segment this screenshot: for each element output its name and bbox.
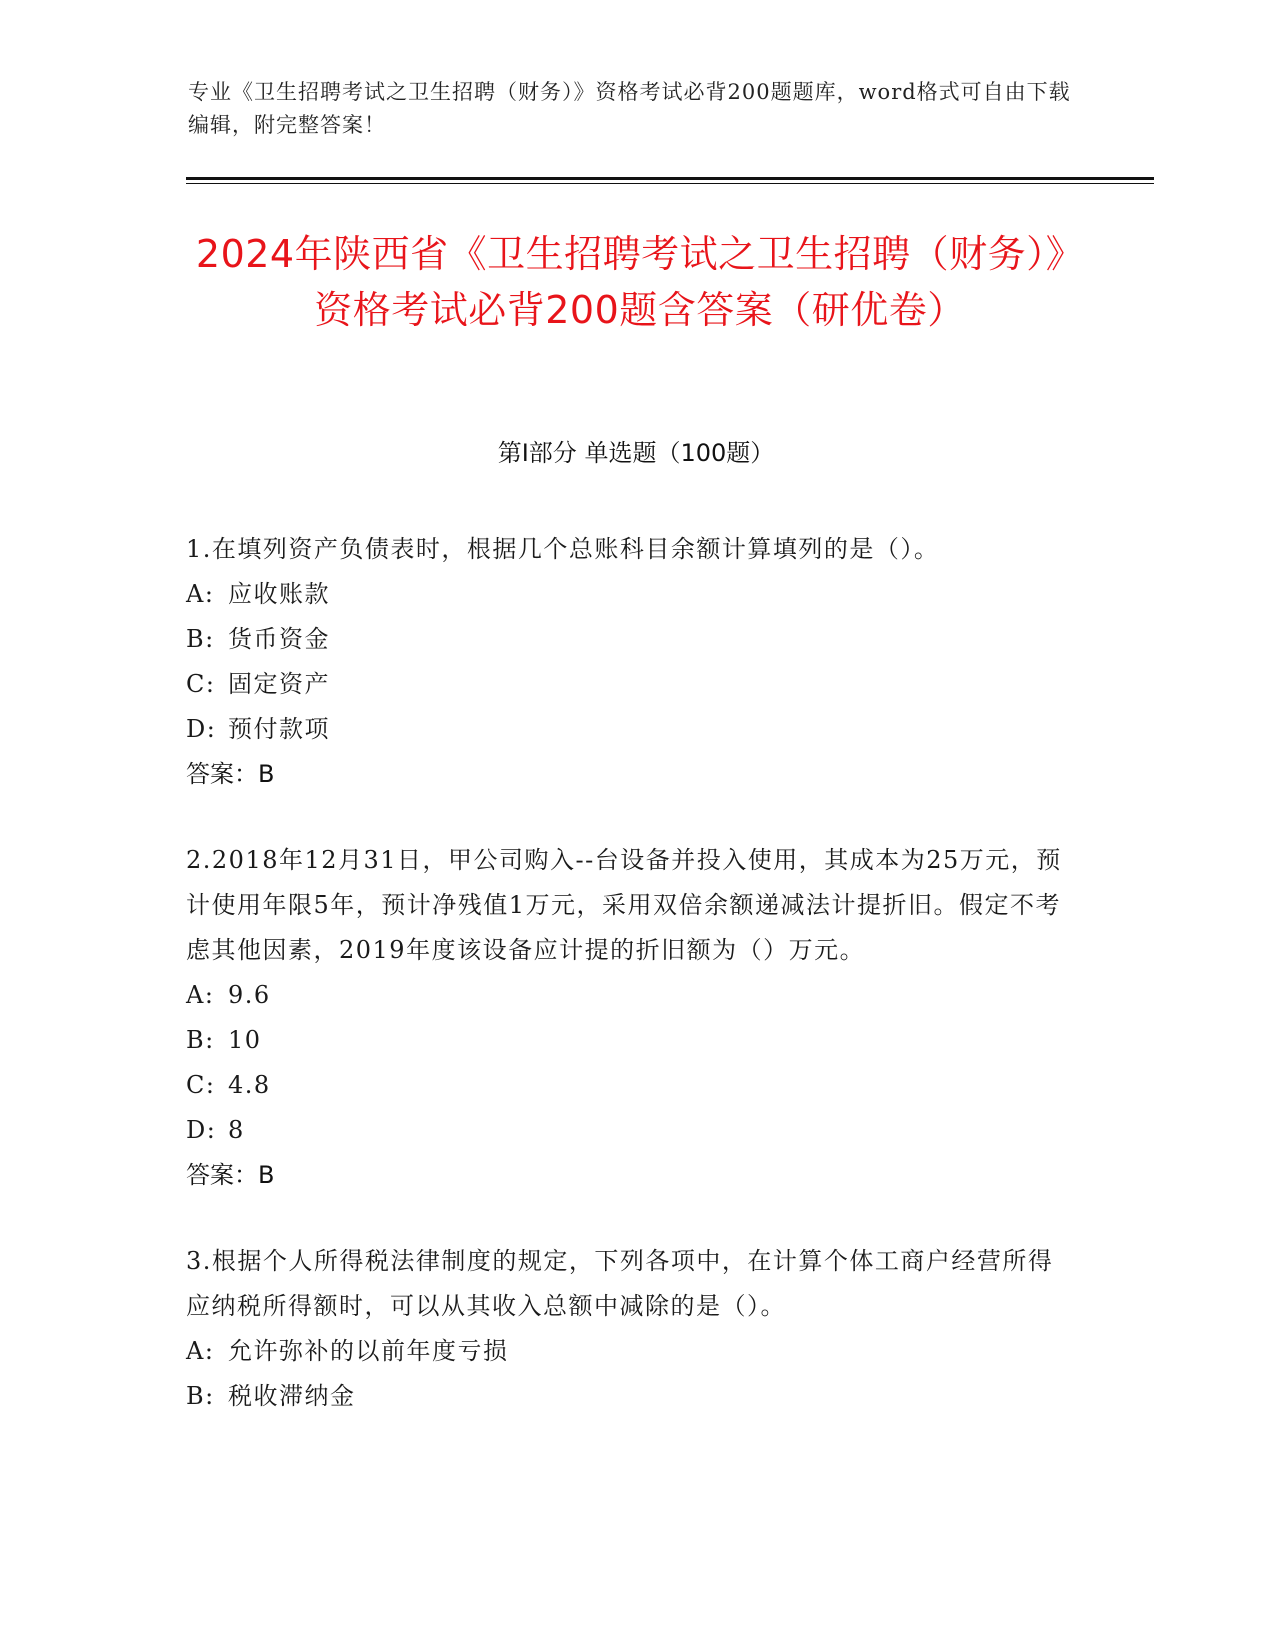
option-text: 8 <box>228 1116 245 1144</box>
question-text: 2.2018年12月31日，甲公司购入--台设备并投入使用，其成本为25万元，预计使用年限5年，预计净残值1万元，采用双倍余额递减法计提折旧。假定不考虑其他因素，2019年度该设备应计提的折旧额为（）万元。 <box>186 846 1062 964</box>
option-c <box>186 1063 1066 1108</box>
question-list <box>186 527 1066 1460</box>
option-b <box>186 1018 1066 1063</box>
option-a <box>186 973 1066 1018</box>
option-letter: A: <box>186 580 215 608</box>
option-letter: B: <box>186 1026 215 1054</box>
question-3 <box>186 1239 1066 1419</box>
option-text: 货币资金 <box>228 625 330 653</box>
option-text: 9.6 <box>228 981 271 1009</box>
option-b <box>186 617 1066 662</box>
option-d <box>186 707 1066 752</box>
section-title: 第Ⅰ部分 单选题（100题） <box>497 439 775 467</box>
option-text: 应收账款 <box>228 580 330 608</box>
option-text: 固定资产 <box>228 670 330 698</box>
option-letter: B: <box>186 1382 215 1410</box>
document-title: 2024年陕西省《卫生招聘考试之卫生招聘（财务）》资格考试必背200题含答案（研优卷） <box>195 232 1085 332</box>
option-text: 预付款项 <box>228 715 330 743</box>
answer-label: 答案：B <box>186 1161 275 1189</box>
option-text: 税收滞纳金 <box>228 1382 356 1410</box>
option-c <box>186 662 1066 707</box>
header-divider-thin <box>186 183 1154 184</box>
option-letter: A: <box>186 1337 215 1365</box>
option-a <box>186 1329 1066 1374</box>
option-letter: C: <box>186 1071 216 1099</box>
option-letter: A: <box>186 981 215 1009</box>
option-text: 4.8 <box>228 1071 271 1099</box>
question-text: 1.在填列资产负债表时，根据几个总账科目余额计算填列的是（）。 <box>186 535 940 563</box>
question-1 <box>186 527 1066 797</box>
answer-label: 答案：B <box>186 760 275 788</box>
question-text: 3.根据个人所得税法律制度的规定，下列各项中，在计算个体工商户经营所得应纳税所得额时，可以从其收入总额中减除的是（）。 <box>186 1247 1054 1320</box>
option-text: 允许弥补的以前年度亏损 <box>228 1337 509 1365</box>
option-letter: C: <box>186 670 216 698</box>
question-2 <box>186 838 1066 1198</box>
option-b <box>186 1374 1066 1419</box>
option-letter: D: <box>186 1116 217 1144</box>
option-letter: B: <box>186 625 215 653</box>
option-a <box>186 572 1066 617</box>
header-note: 专业《卫生招聘考试之卫生招聘（财务）》资格考试必背200题题库，word格式可自由下载编辑，附完整答案！ <box>188 80 1071 137</box>
header-divider-thick <box>186 177 1154 180</box>
option-letter: D: <box>186 715 217 743</box>
option-d <box>186 1108 1066 1153</box>
option-text: 10 <box>228 1026 262 1054</box>
